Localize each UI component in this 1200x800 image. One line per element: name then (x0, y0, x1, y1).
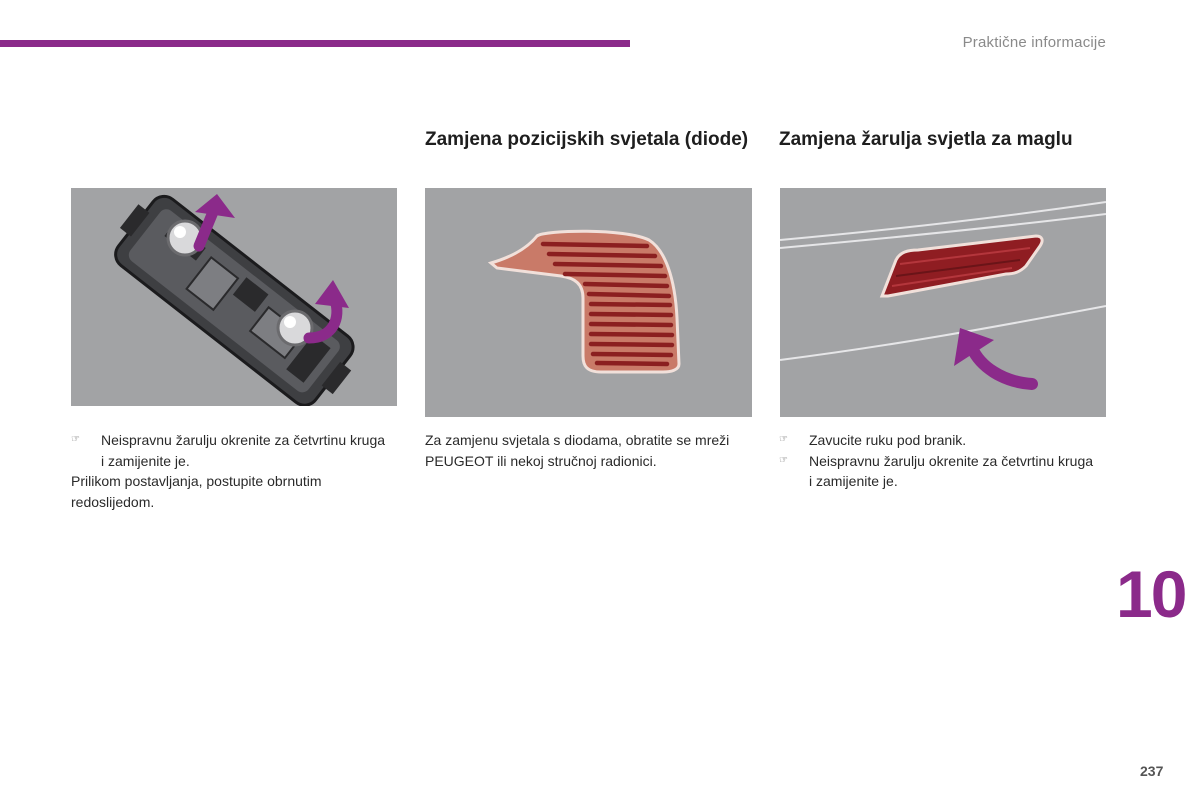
bulb-holder-instructions (71, 430, 391, 512)
rear-fog-lamp-illustration (780, 188, 1106, 417)
pointer-icon: ☞ (71, 434, 80, 445)
paragraph: Za zamjenu svjetala s diodama, obratite se mreži PEUGEOT ili nekoj stručnoj radionici. (425, 432, 730, 469)
list-item (71, 430, 391, 471)
fog-lamp-figure (780, 188, 1106, 417)
list-item (779, 451, 1099, 492)
led-tail-lamp-illustration (425, 188, 752, 417)
list-item (779, 430, 1099, 451)
rear-lamp-bulb-holder-illustration (71, 188, 397, 406)
pointer-icon: ☞ (779, 454, 788, 466)
header-accent-bar (0, 40, 630, 47)
page-number: 237 (1140, 763, 1164, 779)
bullet-text: Zavucite ruku pod branik. (809, 432, 967, 448)
chapter-number: 10 (1116, 557, 1186, 631)
bullet-text: Neispravnu žarulju okrenite za četvrtinu kruga i zamijenite je. (101, 432, 386, 469)
pointer-icon: ☞ (779, 434, 788, 445)
led-lamp-figure (425, 188, 752, 417)
bullet-text: Neispravnu žarulju okrenite za četvrtinu kruga i zamijenite je. (809, 452, 1094, 489)
fog-lamp-heading: Zamjena žarulja svjetla za maglu (779, 129, 1073, 150)
bulb-holder-figure (71, 188, 397, 406)
fog-lamp-instructions (779, 430, 1099, 492)
led-lamp-heading: Zamjena pozicijskih svjetala (diode) (425, 129, 749, 150)
led-lamp-instructions (425, 430, 735, 471)
paragraph: Prilikom postavljanja, postupite obrnutim redoslijedom. (71, 473, 322, 510)
section-title: Praktične informacije (962, 34, 1106, 51)
